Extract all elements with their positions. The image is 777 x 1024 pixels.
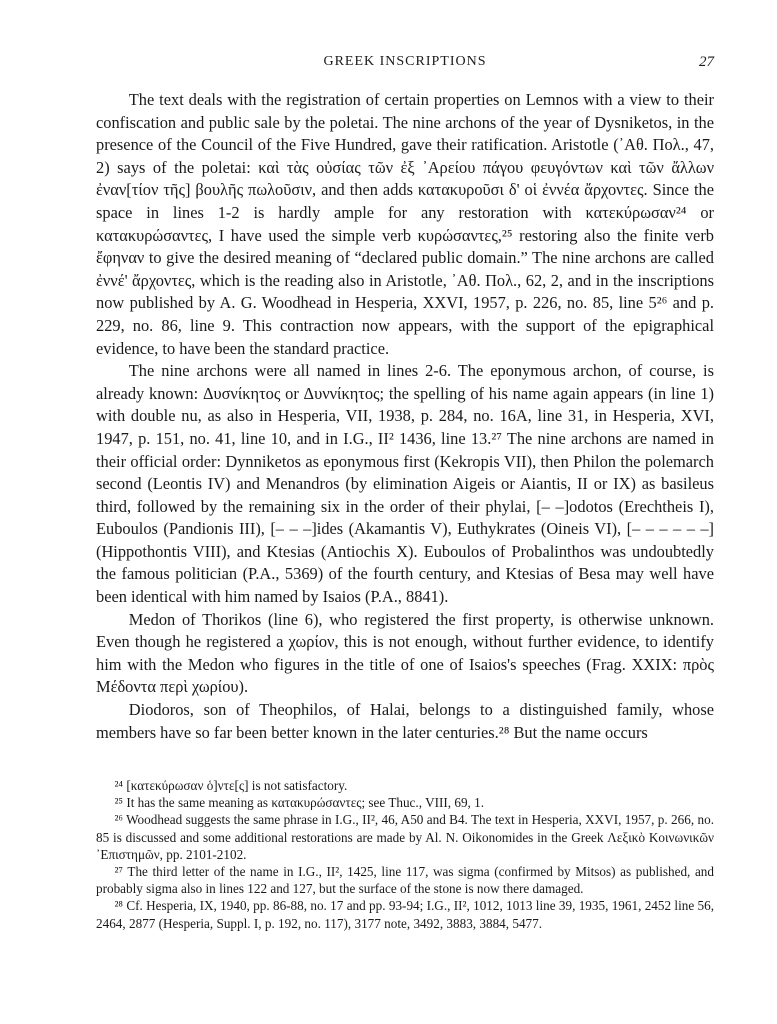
paragraph: The nine archons were all named in lines 2-6. The eponymous archon, of course, is already known: Δυσνίκητος or Δυννίκητος; the spelling of his name again appears (in line 1) with double nu, as also in Hesperia, VII, 1938, p. 284, no. 16A, line 31, in Hesperia, XVI, 1947, p. 151, no. 41, line 10, and in I.G., II² 1436, line 13.²⁷ The nine archons are named in their official order: Dynniketos as eponymous first (Kekropis VII), then Philon the polemarch second (Leontis IV) and Menandros (by elimination Aigeis or Aiantis, II or IX) as basileus third, followed by the remaining six in the order of their phylai, [– –]odotos (Erechtheis I), Euboulos (Pandionis III), [– – –]ides (Akamantis V), Euthykrates (Oineis VI), [– – – – – –] (Hippothontis VIII), and Ktesias (Antiochis X). Euboulos of Probalinthos was undoubtedly the famous politician (P.A., 5369) of the fourth century, and Ktesias of Besa may well have been identical with him named by Isaios (P.A., 8841).: [96, 361, 714, 607]
footnote: ²⁵ It has the same meaning as κατακυρώσαντες; see Thuc., VIII, 69, 1.: [114, 795, 485, 811]
page-number: 27: [699, 54, 714, 70]
footnote: ²⁸ Cf. Hesperia, IX, 1940, pp. 86-88, no. 17 and pp. 93-94; I.G., II², 1012, 1013 line 39, 1935, 1961, 2452 line 56, 2464, 2877 (Hesperia, Suppl. I, p. 192, no. 117), 3177 note, 3492, 3883, 3884, 5477.: [96, 898, 714, 931]
footnotes: [96, 777, 714, 932]
paragraph: Diodoros, son of Theophilos, of Halai, belongs to a distinguished family, whose members have so far been better known in the later centuries.²⁸ But the name occurs: [96, 700, 714, 742]
footnote: ²⁷ The third letter of the name in I.G., II², 1425, line 117, was sigma (confirmed by Mitsos) as published, and probably sigma also in lines 122 and 127, but the surface of the stone is now there damaged.: [96, 864, 714, 897]
paragraph: The text deals with the registration of certain properties on Lemnos with a view to their confiscation and public sale by the poletai. The nine archons of the year of Dysniketos, in the presence of the Council of the Five Hundred, gave their ratification. Aristotle (᾿Αθ. Πολ., 47, 2) says of the poletai: καὶ τὰς οὐσίας τῶν ἐξ ᾿Αρείου πάγου φευγόντων καὶ τῶν ἄλλων ἐναν[τίον τῆς] βουλῆς πωλοῦσιν, and then adds κατακυροῦσι δ' οἱ ἐννέα ἄρχοντες. Since the space in lines 1-2 is hardly ample for any restoration with κατεκύρωσαν²⁴ or κατακυρώσαντες, I have used the simple verb κυρώσαντες,²⁵ restoring also the finite verb ἔφηναν to give the desired meaning of “declared public domain.” The nine archons are called ἐννέ' ἄρχοντες, which is the reading also in Aristotle, ᾿Αθ. Πολ., 62, 2, and in the inscriptions now published by A. G. Woodhead in Hesperia, XXVI, 1957, p. 226, no. 85, line 5²⁶ and p. 229, no. 86, line 9. This contraction now appears, with the support of the epigraphical evidence, to have been the standard practice.: [96, 90, 714, 358]
main-text: [96, 89, 714, 744]
running-head: GREEK INSCRIPTIONS: [323, 54, 487, 69]
page-header: [96, 54, 714, 78]
footnote: ²⁴ [κατεκύρωσαν ὁ]ντε[ς] is not satisfactory.: [114, 778, 348, 793]
footnote: ²⁶ Woodhead suggests the same phrase in I.G., II², 46, A50 and B4. The text in Hesperia, XXVI, 1957, p. 266, no. 85 is discussed and some additional restorations are made by Al. N. Oikonomides in the Greek Λεξικὸ Κοινωνικῶν ᾿Επιστημῶν, pp. 2101-2102.: [96, 812, 714, 862]
paragraph: Medon of Thorikos (line 6), who registered the first property, is otherwise unknown. Even though he registered a χωρίον, this is not enough, without further evidence, to identify him with the Medon who figures in the title of one of Isaios's speeches (Frag. XXIX: πρὸς Μέδοντα περὶ χωρίου).: [96, 609, 714, 697]
